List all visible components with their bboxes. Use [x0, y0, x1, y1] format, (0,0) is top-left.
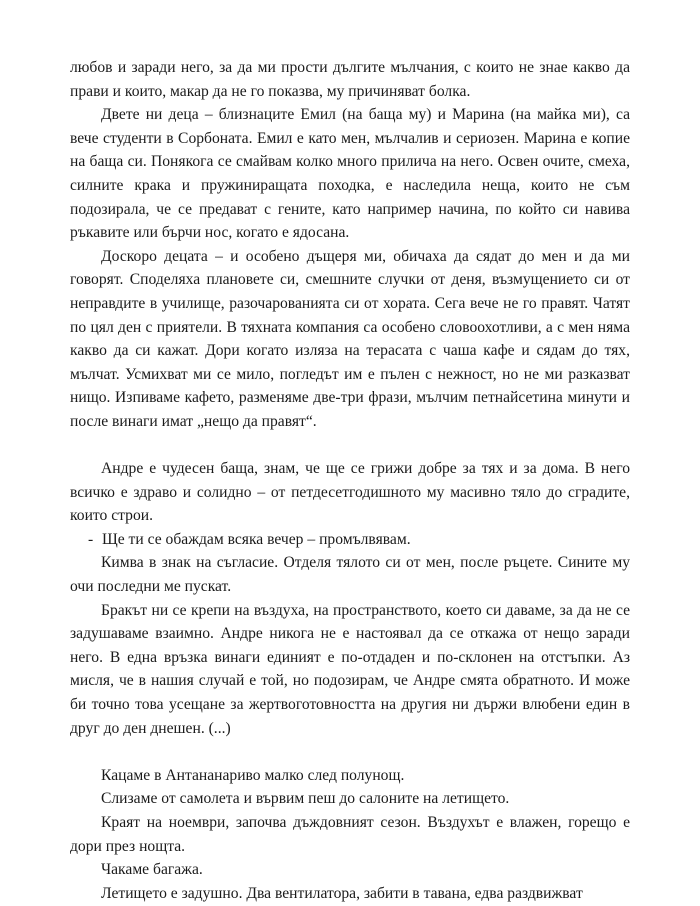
dialog-text: Ще ти се обаждам всяка вечер – промълвявам.: [102, 530, 411, 548]
paragraph: Кимва в знак на съгласие. Отделя тялото си от мен, после ръцете. Сините му очи последни ме пускат.: [70, 554, 630, 596]
paragraph: Бракът ни се крепи на въздуха, на пространството, което си даваме, за да не се задушаваме взаимно. Андре никога не е настоявал да се откажа от нещо заради него. В една връзка винаги единият е по-отдаден и по-склонен на отстъпки. Аз мисля, че в нашия случай е той, но подозирам, че Андре смята обратното. И може би точно това усещане за жертвоготовността на другия ни държи влюбени един в друг до ден днешен. (...): [70, 601, 630, 737]
paragraph: Двете ни деца – близнаците Емил (на баща му) и Марина (на майка ми), са вече студенти в Сорбоната. Емил е като мен, мълчалив и сериозен. Марина е копие на баща си. Понякога се смайвам колко много прилича на него. Освен очите, смеха, силните крака и пружиниращата походка, е наследила неща, които не съм подозирала, че се предават с гените, като например начина, по който си навива ръкавите или бърчи нос, когато е ядосана.: [70, 106, 630, 242]
paragraph: Чакаме багажа.: [101, 861, 203, 879]
paragraph: Андре е чудесен баща, знам, че ще се грижи добре за тях и за дома. В него всичко е здраво и солидно – от петдесетгодишното му масивно тяло до сградите, които строи.: [70, 460, 630, 525]
paragraph-gap: [70, 434, 630, 458]
paragraph: любов и заради него, за да ми прости дългите мълчания, с които не знае какво да прави и които, макар да не го показва, му причиняват болка.: [70, 59, 630, 100]
paragraph: Кацаме в Антананариво малко след полунощ.: [101, 766, 405, 784]
paragraph: Краят на ноември, започва дъждовният сезон. Въздухът е влажен, горещо е дори през нощта.: [70, 814, 630, 855]
paragraph: Летището е задушно. Два вентилатора, забити в тавана, едва раздвижват: [101, 884, 583, 902]
body-text: [70, 56, 630, 905]
dialog-dash: -: [88, 530, 94, 548]
paragraph: Доскоро децата – и особено дъщеря ми, обичаха да сядат до мен и да ми говорят. Споделяха плановете си, смешните случки от деня, възмущението си от неправдите в училище, разочарованията си от хората. Сега вече не го правят. Чатят по цял ден с приятели. В тяхната компания са особено словоохотливи, а с мен няма какво да си кажат. Дори когато изляза на терасата с чаша кафе и сядам до тях, мълчат. Усмихват ми се мило, погледът им е пълен с нежност, но не ми разказват нищо. Изпиваме кафето, разменяме две-три фрази, мълчим петнайсетина минути и после винаги имат „нещо да правят“.: [70, 247, 630, 430]
dialog-line: [70, 528, 630, 552]
paragraph-gap: [70, 740, 630, 764]
paragraph: Слизаме от самолета и вървим пеш до салоните на летището.: [101, 790, 510, 808]
